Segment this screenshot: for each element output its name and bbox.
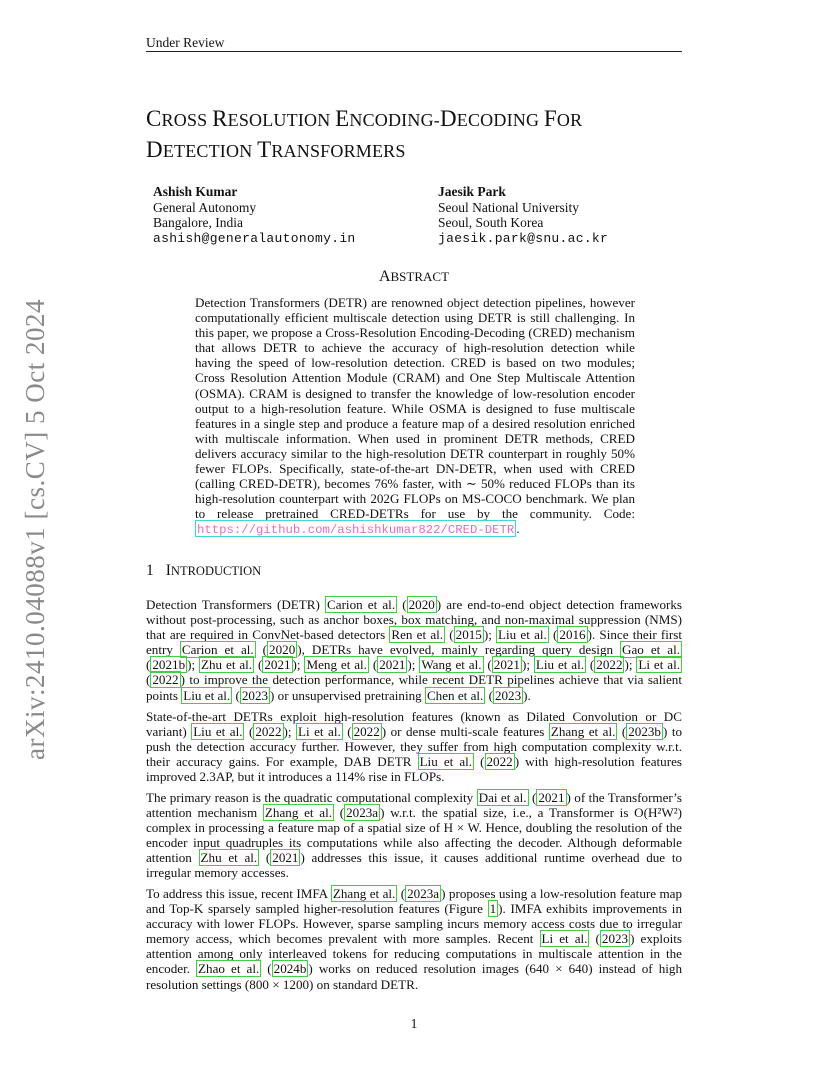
author-block-2 [438, 184, 608, 246]
citation-link[interactable]: Liu et al. [193, 724, 243, 740]
author-email[interactable]: ashish@generalautonomy.in [153, 230, 356, 246]
citation-link[interactable]: Li et al. [541, 931, 588, 947]
title-line-1: CROSS RESOLUTION ENCODING-DECODING FOR [146, 106, 583, 131]
citation-link[interactable]: 2021 [538, 790, 565, 805]
author-affiliation: Seoul National University [438, 199, 579, 215]
header-rule [146, 51, 682, 52]
author-email[interactable]: jaesik.park@snu.ac.kr [438, 230, 609, 246]
code-link[interactable]: https://github.com/ashishkumar822/CRED-DETR [195, 520, 516, 537]
citation-link[interactable]: Ren et al. [391, 627, 444, 643]
intro-paragraph-1: Detection Transformers (DETR) Carion et al. ( 2020 ) are end-to-end object detection frameworks without post-processing, such as anchor boxes, box matching, and non-maximal suppression (NMS) that are required in ConvNet-based detectors Ren et al. ( 2015 ); Liu et al. ( 2016 ). Since their first entry Carion et al. ( 2020 ), DETRs have evolved, mainly regarding query design Gao et al. ( 2021b ); Zhu et al. ( 2021 ); Meng et al. ( 2021 ); Wang et al. ( 2021 ); Liu et al. ( 2022 ); Li et al. ( 2022 ) to improve the detection performance, while recent DETR pipelines achieve that via salient points Liu et al. ( 2023 ) or unsupervised pretraining Chen et al. ( 2023 ). [146, 597, 683, 703]
author-affiliation: General Autonomy [153, 199, 257, 215]
citation-link[interactable]: 2023b [628, 724, 661, 740]
author-block-1 [153, 184, 356, 246]
intro-paragraph-4: To address this issue, recent IMFA Zhang et al. ( 2023a ) proposes using a low-resolution feature map and Top-K sparsely sampled higher-resolution features (Figure 1 ). IMFA exhibits improvements in accuracy with lower FLOPs. However, sparse sampling incurs memory access costs due to irregular memory access, which becomes prevalent with more samples. Recent Li et al. ( 2023 ) exploits attention among only interleaved tokens for reducing computations in multiscale attention in the encoder. Zhao et al. ( 2024b ) works on reduced resolution images (640 × 640) instead of high resolution settings (800 × 1200) on standard DETR. [146, 886, 683, 992]
citation-link[interactable]: Liu et al. [183, 687, 231, 703]
citation-link[interactable]: 2022 [255, 724, 282, 740]
author-name: Jaesik Park [438, 184, 506, 199]
citation-link[interactable]: 2022 [353, 724, 380, 740]
citation-link[interactable]: 2022 [596, 657, 623, 673]
citation-link[interactable]: 2021b [152, 657, 186, 673]
citation-link[interactable]: 2023a [407, 886, 440, 901]
citation-link[interactable]: Carion et al. [181, 642, 254, 658]
citation-link[interactable]: Zhao et al. [198, 961, 260, 977]
citation-link[interactable]: 2023 [241, 687, 269, 703]
citation-link[interactable]: Liu et al. [498, 627, 547, 643]
citation-link[interactable]: Gao et al. [622, 642, 680, 658]
paper-title [146, 104, 686, 166]
citation-link[interactable]: Carion et al. [327, 597, 396, 612]
title-line-2: DETECTION TRANSFORMERS [146, 137, 406, 162]
citation-link[interactable]: 2021 [493, 657, 520, 673]
citation-link[interactable]: Li et al. [297, 724, 341, 740]
citation-link[interactable]: 2023 [601, 931, 629, 947]
citation-link[interactable]: 2020 [408, 597, 435, 612]
section-heading-introduction: 1 INTRODUCTION [146, 562, 262, 579]
running-header: Under Review [146, 35, 225, 50]
abstract-text: Detection Transformers (DETR) are renowned object detection pipelines, however computationally efficient multiscale detection using DETR is still challenging. In this paper, we propose a Cross-Resolution Encoding-Decoding (CRED) mechanism that allows DETR to achieve the accuracy of high-resolution detection while having the speed of low-resolution detection. CRED is based on two modules; Cross Resolution Attention Module (CRAM) and One Step Multiscale Attention (OSMA). CRAM is designed to transfer the knowledge of low-resolution encoder output to a high-resolution feature. While OSMA is designed to fuse multiscale features in a single step and produce a feature map of a desired resolution enriched with multiscale information. When used in prominent DETR methods, CRED delivers accuracy similar to the high-resolution DETR counterpart in roughly 50% fewer FLOPs. Specifically, state-of-the-art DN-DETR, when used with CRED (calling CRED-DETR), becomes 76% faster, with ∼ 50% reduced FLOPs than its high-resolution counterpart with 202G FLOPs on MS-COCO benchmark. We plan to release pretrained CRED-DETRs for use by the community. Code: https://github.com/ashishkumar822/CRED-DETR . [195, 295, 635, 538]
citation-link[interactable]: 2023 [494, 687, 522, 703]
citation-link[interactable]: 2022 [152, 672, 179, 688]
author-name: Ashish Kumar [153, 184, 238, 199]
citation-link[interactable]: 2016 [559, 627, 586, 643]
citation-link[interactable]: 2023a [346, 805, 379, 821]
page-number: 1 [410, 1016, 418, 1031]
citation-link[interactable]: 2024b [273, 961, 307, 977]
citation-link[interactable]: Zhang et al. [550, 724, 616, 740]
citation-link[interactable]: 2022 [486, 754, 513, 770]
citation-link[interactable]: Wang et al. [421, 657, 482, 673]
citation-link[interactable]: Zhang et al. [264, 805, 333, 821]
intro-paragraph-3: The primary reason is the quadratic computational complexity Dai et al. ( 2021 ) of the Transformer’s attention mechanism Zhang et al. ( 2023a ) w.r.t. the spatial size, i.e., a Transformer is O(H²W²) complex in processing a feature map of a spatial size of H × W. Hence, doubling the resolution of the encoder input quadruples its computations while also affecting the decoder. Although deformable attention Zhu et al. ( 2021 ) addresses this issue, it causes additional runtime overhead due to irregular memory accesses. [146, 790, 683, 881]
citation-link[interactable]: 2020 [269, 642, 296, 658]
citation-link[interactable]: 2015 [455, 627, 482, 643]
figure-link[interactable]: 1 [489, 901, 497, 917]
citation-link[interactable]: Meng et al. [306, 657, 367, 673]
citation-link[interactable]: Dai et al. [478, 790, 527, 805]
citation-link[interactable]: Li et al. [638, 657, 680, 673]
author-location: Bangalore, India [153, 215, 243, 230]
citation-link[interactable]: 2021 [272, 850, 299, 866]
citation-link[interactable]: Zhu et al. [200, 850, 258, 866]
citation-link[interactable]: Liu et al. [535, 657, 585, 673]
citation-link[interactable]: 2021 [379, 657, 406, 673]
citation-link[interactable]: 2021 [264, 657, 291, 673]
abstract-heading: ABSTRACT [378, 268, 450, 285]
citation-link[interactable]: Zhu et al. [201, 657, 253, 673]
intro-paragraph-2: State-of-the-art DETRs exploit high-resolution features (known as Dilated Convolution or DC variant) Liu et al. ( 2022 ); Li et al. ( 2022 ) or dense multi-scale features Zhang et al. ( 2023b ) to push the detection accuracy further. However, they suffer from high computation complexity w.r.t. their accuracy gains. For example, DAB DETR Liu et al. ( 2022 ) with high-resolution features improved 2.3AP, but it introduces a 114% rise in FLOPs. [146, 709, 682, 785]
citation-link[interactable]: Zhang et al. [332, 886, 396, 901]
citation-link[interactable]: Liu et al. [419, 754, 473, 770]
author-location: Seoul, South Korea [438, 215, 544, 230]
citation-link[interactable]: Chen et al. [426, 687, 484, 703]
arxiv-stamp: arXiv:2410.04088v1 [cs.CV] 5 Oct 2024 [20, 299, 50, 760]
